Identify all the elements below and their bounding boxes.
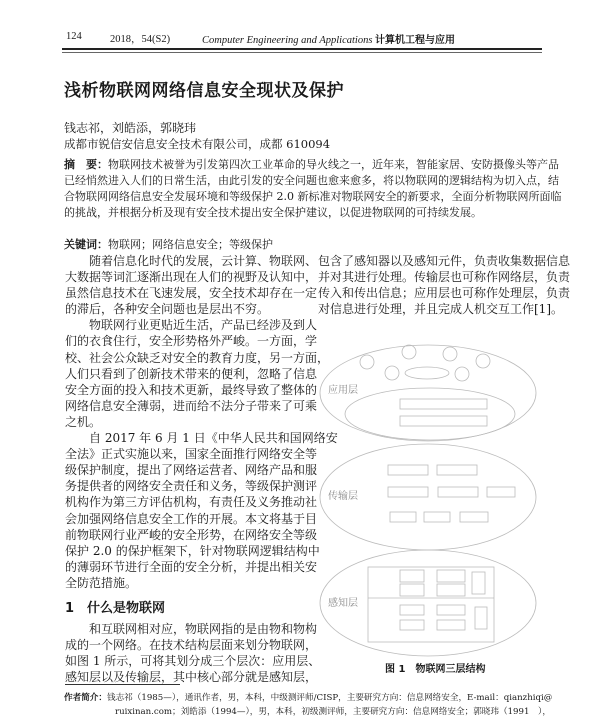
- transport-box: [390, 512, 416, 522]
- paragraph-1: [65, 253, 318, 317]
- authors: 钱志祁，刘皓添，郭晓玮: [64, 121, 197, 135]
- text-line: 网络信息安全薄弱，进而给不法分子带来了可乘: [65, 398, 318, 413]
- support-box: [400, 416, 487, 426]
- app-circle: [385, 366, 399, 380]
- transport-box: [424, 512, 450, 522]
- abstract-line: 物联网技术被誉为引发第四次工业革命的导火线之一，近年来，智能家居、安防摄像头等产品: [108, 158, 559, 171]
- abstract-line: 合物联网网络信息安全发展环境和等级保护 2.0 新标准对物联网安全的新要求，全面分析物联网所面临: [64, 190, 562, 203]
- section-heading: 1 什么是物联网: [65, 600, 166, 616]
- text-line: 务提供者的网络安全责任和义务，等级保护测评: [65, 479, 318, 494]
- journal-name-cn: 计算机工程与应用: [375, 35, 456, 46]
- app-circle: [443, 347, 457, 361]
- text-line: 虽然信息技术在飞速发展，安全技术却存在一定: [65, 286, 318, 301]
- text-line: 机构作为第三方评估机构，有责任及义务推动社: [65, 495, 318, 510]
- text-line: 们的衣食住行，安全形势格外严峻。一方面，学: [65, 334, 318, 349]
- paragraph-3: [65, 430, 338, 591]
- text-line: 如图 1 所示，可将其划分成三个层次：应用层、: [65, 654, 321, 669]
- issue-info: 2018，54(S2): [110, 34, 171, 45]
- text-line: 的薄弱环节进行全面的安全分析，并提出相关安: [65, 559, 318, 574]
- keywords-label: 关键词：: [64, 238, 108, 251]
- layer-label-transport: 传输层: [328, 491, 358, 502]
- abstract-line: 已经悄然进入人们的日常生活，由此引发的安全问题也愈来愈多，将以物联网的逻辑结构为切入点，结: [64, 174, 559, 187]
- transport-box: [388, 487, 428, 497]
- text-line: 随着信息化时代的发展，云计算、物联网、: [89, 254, 318, 268]
- text-line: 人们只看到了创新技术带来的便利，忽略了信息: [65, 366, 318, 381]
- affiliation: 成都市锐信安信息安全技术有限公司，成都 610094: [64, 137, 331, 151]
- header-rule-thin: [62, 52, 542, 53]
- paragraph-2: [65, 317, 330, 430]
- transport-box: [437, 465, 477, 475]
- keywords-text: 物联网；网络信息安全；等级保护: [108, 238, 273, 251]
- transport-box: [487, 487, 515, 497]
- transport-box: [438, 487, 478, 497]
- text-line: 之机。: [65, 414, 102, 429]
- text-line: 安全方面的投入和技术更新，最终导致了整体的: [65, 382, 318, 397]
- text-line: 对信息进行处理，并且完成人机交互工作[1]。: [318, 302, 563, 317]
- page-number: 124: [66, 31, 82, 42]
- text-line: 自 2017 年 6 月 1 日《中华人民共和国网络安: [89, 431, 338, 446]
- abstract-line: 的挑战，并根据分析及现有安全技术提出安全保护建议，以促进物联网的可持续发展。: [64, 206, 482, 219]
- paragraph-4: [65, 621, 321, 685]
- keywords: [64, 236, 273, 252]
- header-rule: [62, 48, 542, 50]
- text-line: 大数据等词汇逐渐出现在人们的视野及认知中，: [65, 270, 318, 285]
- app-circle: [476, 354, 490, 368]
- support-box: [400, 399, 487, 409]
- author-notes-line: 钱志祁（1985—），通讯作者，男，本科，中级测评师/CISP，主要研究方向：信息网络安全，E-mail：qianzhiqi@: [106, 693, 553, 703]
- transport-box: [460, 512, 488, 522]
- text-line: 并对其进行处理。传输层也可称作网络层，负责: [318, 270, 571, 285]
- text-line: 物联网行业更贴近生活，产品已经涉及到人: [89, 318, 318, 333]
- journal-name-en: Computer Engineering and Applications: [202, 35, 373, 46]
- text-line: 级保护制度，提出了网络运营者、网络产品和服: [65, 463, 318, 478]
- figure-iot-three-layer: [310, 340, 590, 660]
- abstract: [64, 157, 562, 221]
- text-line: 的滞后，各种安全问题也是层出不穷。: [65, 302, 270, 317]
- text-line: 感知层以及传输层，其中核心部分就是感知层，: [65, 670, 318, 685]
- application-support-ellipse: [345, 388, 515, 440]
- paper-title: 浅析物联网网络信息安全现状及保护: [64, 81, 344, 101]
- layer-label-perception: 感知层: [328, 598, 358, 609]
- text-line: 全法》正式实施以来，国家全面推行网络安全等: [65, 447, 318, 462]
- text-line: 包含了感知器以及感知元件，负责收集数据信息: [318, 254, 571, 268]
- app-circle: [402, 345, 416, 359]
- author-notes-label: 作者简介：: [64, 693, 107, 703]
- text-line: 保护 2.0 的保护框架下，针对物联网逻辑结构中: [65, 543, 320, 558]
- text-line: 全防范措施。: [65, 575, 138, 590]
- right-column: [318, 253, 571, 317]
- text-line: 会加强网络信息安全工作的开展。本文将基于目: [65, 511, 318, 526]
- author-notes-line: ruixinan.com；刘皓添（1994—），男，本科，初级测评师，主要研究方向：信息网络安全；郭晓玮（1991 ），: [115, 707, 551, 717]
- text-line: 校、社会公众缺乏对安全的教育力度，另一方面，: [65, 350, 330, 365]
- perception-frame: [368, 567, 494, 642]
- text-line: 前物联网行业严峻的安全形势，在网络安全等级: [65, 527, 318, 542]
- layer-label-application: 应用层: [328, 385, 358, 396]
- author-notes: [64, 691, 553, 719]
- transport-box: [388, 465, 428, 475]
- text-line: 和互联网相对应，物联网指的是由物和物构: [89, 622, 318, 637]
- footnote-rule: [65, 684, 180, 685]
- text-line: 成的一个网络。在技术结构层面来划分物联网，: [65, 638, 318, 653]
- figure-caption: 图 1 物联网三层结构: [385, 664, 486, 675]
- text-line: 传入和传出信息；应用层也可称作处理层，负责: [318, 286, 571, 301]
- app-circle: [455, 367, 469, 381]
- abstract-label: 摘 要：: [64, 158, 108, 171]
- app-circle: [405, 367, 449, 379]
- app-circle: [360, 355, 374, 369]
- left-column: [65, 253, 338, 685]
